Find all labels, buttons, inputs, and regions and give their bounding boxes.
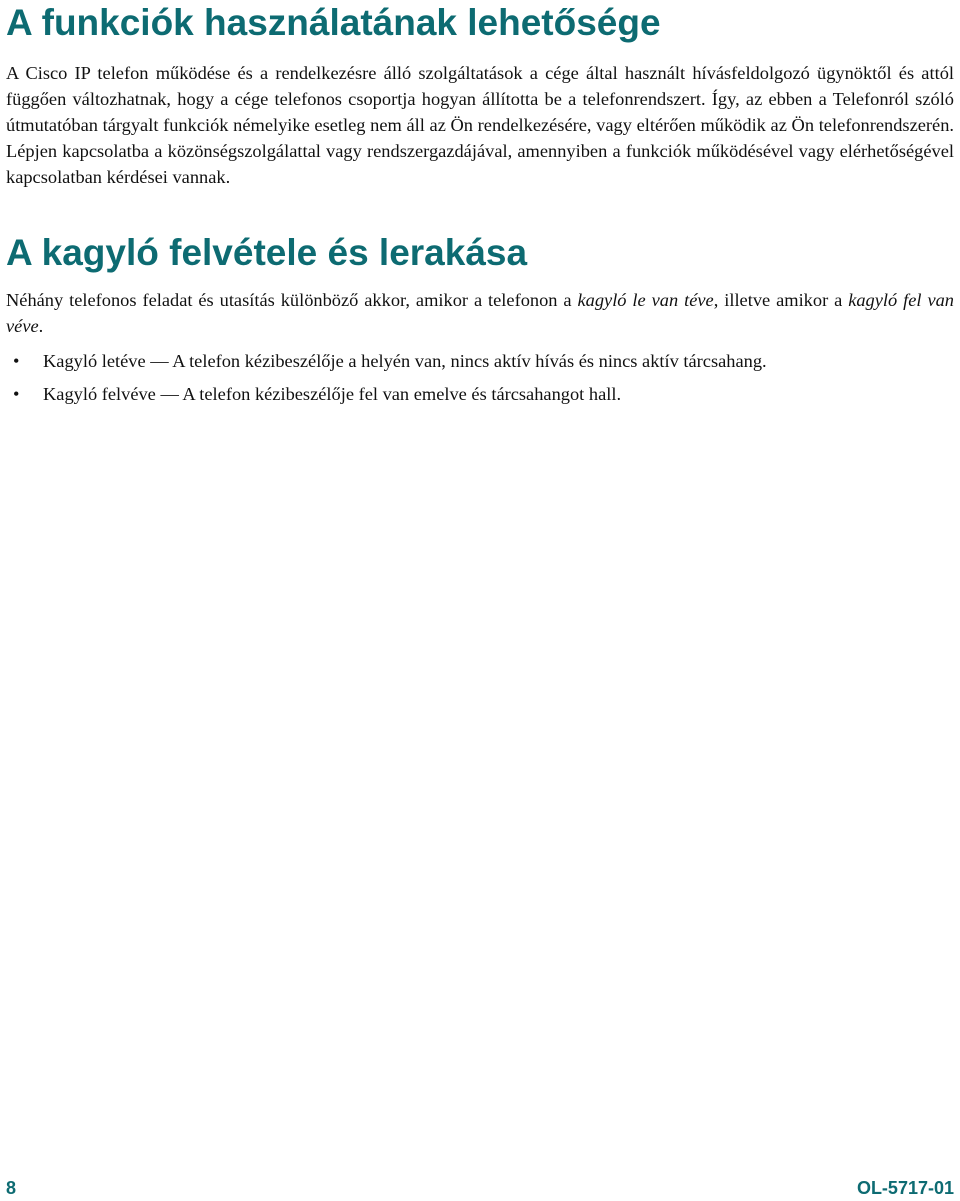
bullet-icon: •	[13, 351, 20, 371]
list-item-text: Kagyló letéve — A telefon kézibeszélője a helyén van, nincs aktív hívás és nincs aktív tárcsahang.	[43, 351, 767, 371]
intro-text-start: Néhány telefonos feladat és utasítás különböző akkor, amikor a telefonon a	[6, 290, 578, 310]
feature-availability-paragraph: A Cisco IP telefon működése és a rendelkezésre álló szolgáltatások a cége által használt hívásfeldolgozó ügynöktől és attól függően változhatnak, hogy a cége telefonos csoportja hogyan állította be a telefonrendszert. Így, az ebben a Telefonról szóló útmutatóban tárgyalt funkciók némelyike esetleg nem áll az Ön rendelkezésére, vagy eltérően működik az Ön telefonrendszerén. Lépjen kapcsolatba a közönségszolgálattal vagy rendszergazdájával, amennyiben a funkciók működésével vagy elérhetőségével kapcsolatban kérdései vannak.	[6, 63, 954, 187]
intro-italic-on-hook: kagyló le van téve	[577, 290, 714, 310]
list-item-text: Kagyló felvéve — A telefon kézibeszélője fel van emelve és tárcsahangot hall.	[43, 384, 622, 404]
section-heading-feature-availability: A funkciók használatának lehetősége	[6, 2, 661, 43]
intro-text-middle: , illetve amikor a	[713, 290, 849, 310]
handset-intro-paragraph	[6, 287, 954, 339]
bullet-icon: •	[13, 384, 20, 404]
section-heading-handset: A kagyló felvétele és lerakása	[6, 232, 528, 273]
list-item-on-hook	[6, 348, 767, 381]
list-item-off-hook	[6, 381, 767, 414]
document-number: OL-5717-01	[856, 1178, 954, 1198]
page-number: 8	[6, 1178, 17, 1198]
handset-state-list	[6, 348, 767, 414]
intro-text-end: .	[38, 316, 44, 336]
intro-italic-off-hook: kagyló fel van véve	[6, 290, 954, 336]
